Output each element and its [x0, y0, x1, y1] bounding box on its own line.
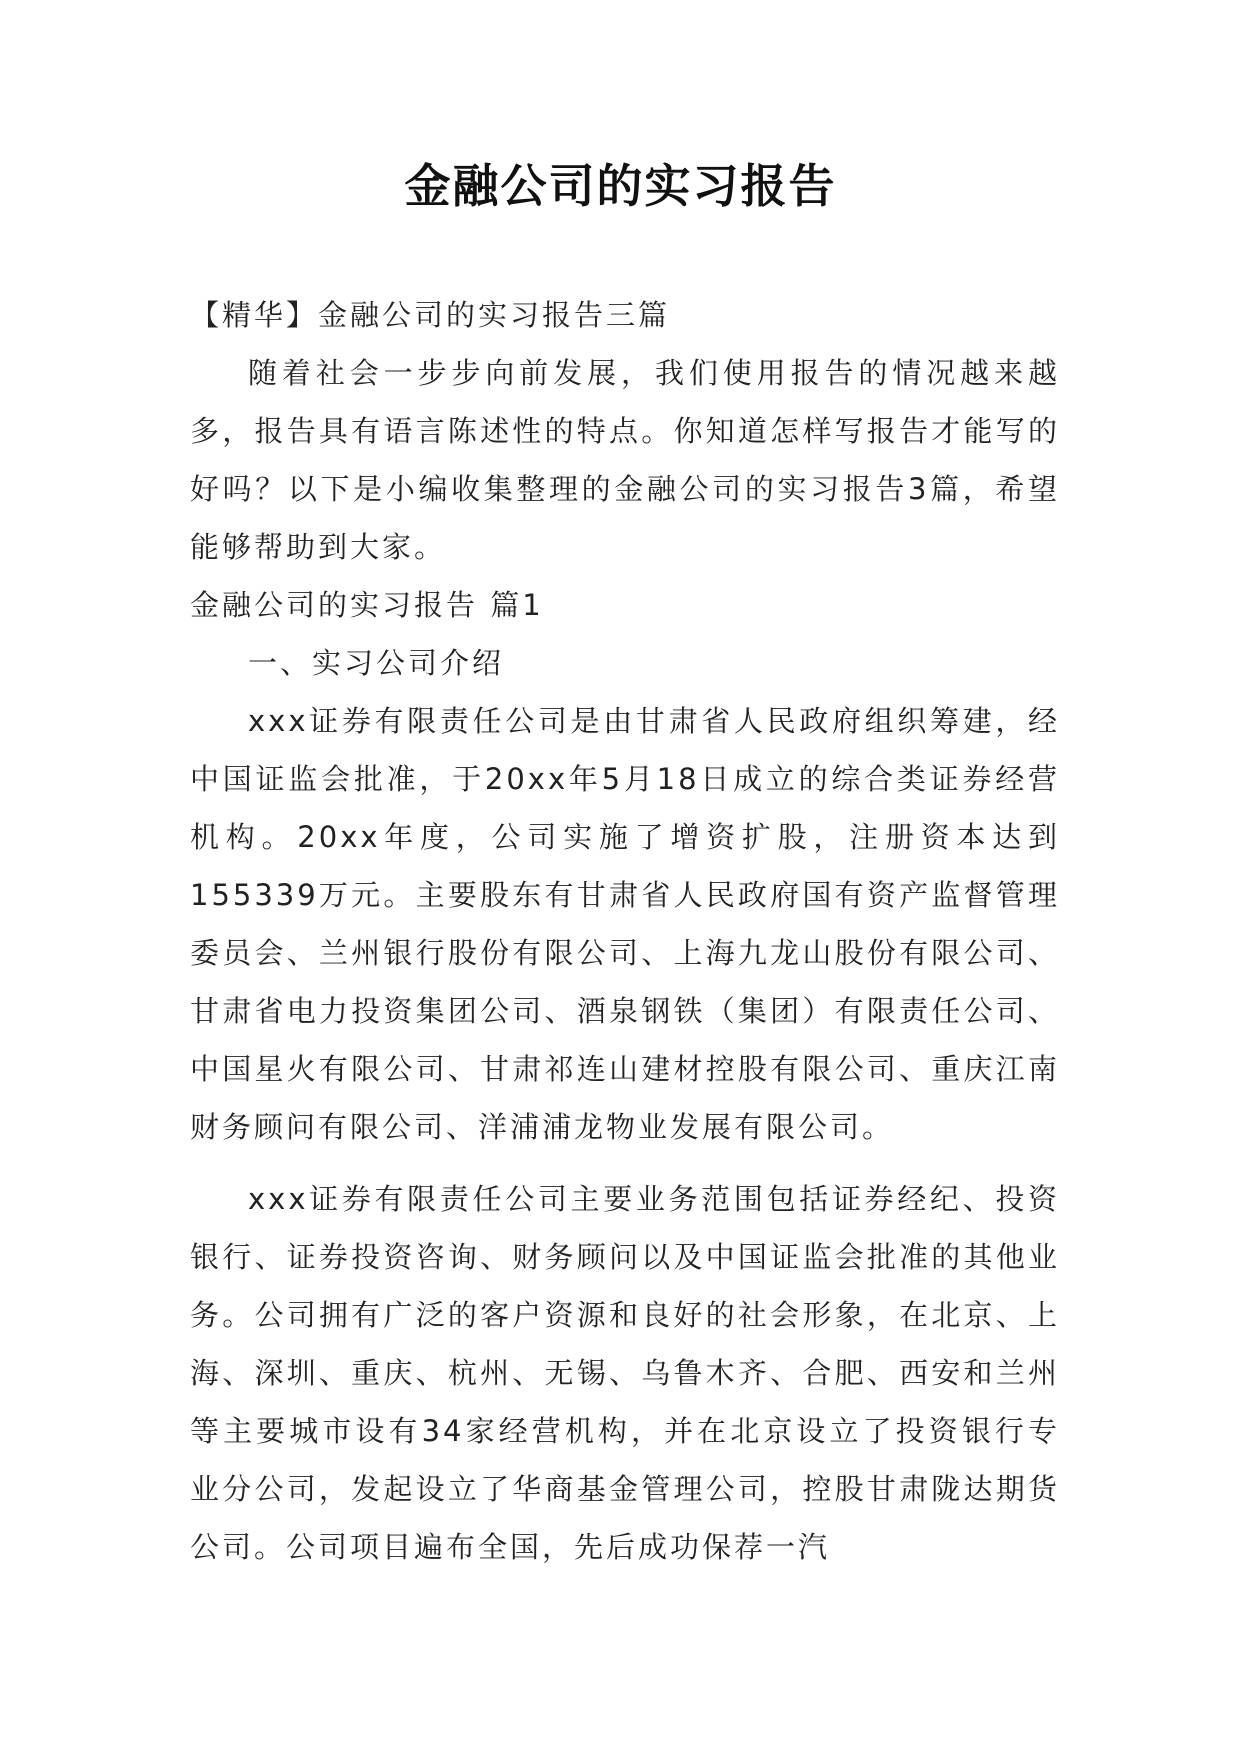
company-intro-paragraph: xxx证券有限责任公司是由甘肃省人民政府组织筹建，经中国证监会批准，于20xx年5月18日成立的综合类证券经营机构。20xx年度，公司实施了增资扩股，注册资本达到155339万元。主要股东有甘肃省人民政府国有资产监督管理委员会、兰州银行股份有限公司、上海九龙山股份有限公司、甘肃省电力投资集团公司、酒泉钢铁（集团）有限责任公司、中国星火有限公司、甘肃祁连山建材控股有限公司、重庆江南财务顾问有限公司、洋浦浦龙物业发展有限公司。 — [190, 704, 1060, 1144]
business-scope-paragraph: xxx证券有限责任公司主要业务范围包括证券经纪、投资银行、证券投资咨询、财务顾问以及中国证监会批准的其他业务。公司拥有广泛的客户资源和良好的社会形象，在北京、上海、深圳、重庆、杭州、无锡、乌鲁木齐、合肥、西安和兰州等主要城市设有34家经营机构，并在北京设立了投资银行专业分公司，发起设立了华商基金管理公司，控股甘肃陇达期货公司。公司项目遍布全国，先后成功保荐一汽 — [190, 1182, 1060, 1564]
subsection-heading: 一、实习公司介绍 — [248, 646, 505, 680]
section-heading: 金融公司的实习报告 篇1 — [190, 588, 544, 622]
document-title: 金融公司的实习报告 — [404, 159, 837, 213]
document-subtitle: 【精华】金融公司的实习报告三篇 — [190, 298, 671, 332]
document-body — [190, 286, 1060, 1576]
intro-paragraph: 随着社会一步步向前发展，我们使用报告的情况越来越多，报告具有语言陈述性的特点。你知道怎样写报告才能写的好吗？以下是小编收集整理的金融公司的实习报告3篇，希望能够帮助到大家。 — [190, 356, 1060, 564]
